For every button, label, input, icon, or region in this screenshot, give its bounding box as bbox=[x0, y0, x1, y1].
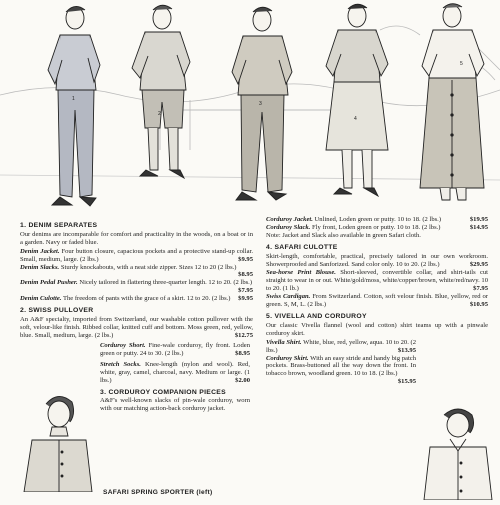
item-desc: Short-sleeved, convertible collar, and shirt-tails cut straight to wear in or out. White/gold/moss, white/copper/brown, white/red/navy. 10 to 20. (1 lb.) bbox=[266, 269, 489, 293]
item-name: Corduroy Slack. bbox=[266, 223, 311, 231]
right-column bbox=[266, 216, 488, 386]
item-price: $7.95 bbox=[238, 287, 253, 295]
item-price: $14.95 bbox=[469, 223, 488, 231]
svg-text:1: 1 bbox=[72, 96, 75, 102]
fashion-illustration bbox=[0, 0, 500, 215]
intro-text: Skirt-length, comfortable, practical, precisely tailored in our own workroom. Showerproofed and Sanforized. Sand color only. 10 to 20. (2 lbs.) bbox=[266, 252, 488, 268]
figure-swiss-pullover bbox=[132, 5, 190, 178]
item-name: Vivella Shirt. bbox=[266, 338, 302, 346]
item-name: Corduroy Jacket. bbox=[266, 216, 313, 223]
item-desc: Fly front, Loden green or putty. 10 to 18. (2 lbs.) bbox=[312, 223, 441, 231]
svg-text:5: 5 bbox=[460, 61, 463, 67]
item-price: $9.95 bbox=[238, 255, 253, 263]
item-corduroy-skirt bbox=[266, 354, 416, 386]
item-corduroy-slack bbox=[266, 224, 488, 232]
item-corduroy-jacket bbox=[266, 216, 488, 224]
thumbnail-sketch-right bbox=[420, 405, 498, 505]
figure-vivella-corduroy bbox=[420, 4, 484, 200]
section-intro: Our classic Vivella flannel (wool and cotton) shirt teams up with a pinwale corduroy skirt. bbox=[266, 321, 488, 337]
item-desc: Unlined, Loden green or putty. 10 to 18. (2 lbs.) bbox=[314, 216, 442, 223]
item-name: Denim Pedal Pusher. bbox=[20, 279, 78, 287]
item-corduroy-short bbox=[100, 342, 250, 358]
left-lower-column bbox=[100, 342, 250, 414]
item-desc: Nicely tailored in flattering three-quarter length. 12 to 20. (2 lbs.) bbox=[79, 279, 253, 287]
section-title-denim-separates: 1. DENIM SEPARATES bbox=[20, 222, 98, 229]
item-desc: From Switzerland. Cotton, soft velour finish. Blue, yellow, red or green. S, M, L. (2 lbs.) bbox=[266, 293, 489, 309]
figure-safari-culotte bbox=[326, 4, 388, 196]
item-denim-culotte bbox=[20, 295, 253, 303]
item-price: $8.95 bbox=[235, 349, 250, 357]
item-price: $8.95 bbox=[238, 271, 253, 279]
section-title-vivella-corduroy: 5. VIVELLA AND CORDUROY bbox=[266, 312, 367, 320]
item-denim-slacks bbox=[20, 263, 253, 279]
woman-portrait-illustration bbox=[18, 392, 98, 492]
item-name: Corduroy Short. bbox=[100, 342, 146, 349]
item-price: $9.95 bbox=[238, 295, 253, 303]
section-intro: Our denims are incomparable for comfort and practicality in the woods, on a boat or in a garden. Navy or faded blue. bbox=[20, 230, 253, 246]
item-desc: White, blue, red, yellow, aqua. 10 to 20. (2 lbs.) bbox=[266, 338, 417, 354]
item-price: $19.95 bbox=[469, 216, 488, 223]
section-title-corduroy-companion: 3. CORDUROY COMPANION PIECES bbox=[100, 388, 226, 396]
section-intro: A&F's well-known slacks of pin-wale corduroy, worn with our matching action-back corduroy jacket. bbox=[100, 397, 250, 413]
item-desc: Knee-length (nylon and wool). Red, white, gray, camel, charcoal, navy. Medium or large. (1 lbs.) bbox=[100, 360, 250, 384]
section-title-safari-culotte: 4. SAFARI CULOTTE bbox=[266, 243, 338, 251]
item-price: $10.95 bbox=[469, 301, 488, 309]
item-price: $13.95 bbox=[397, 346, 416, 354]
left-column bbox=[20, 222, 253, 341]
bottom-caption: SAFARI SPRING SPORTER (left) bbox=[103, 489, 213, 496]
item-name: Sea-horse Print Blouse. bbox=[266, 269, 336, 277]
thumbnail-sketch-left bbox=[18, 392, 98, 497]
item-price: $2.00 bbox=[235, 376, 250, 384]
jacket-slack-note: Note: Jacket and Slack also available in green Safari cloth. bbox=[266, 231, 421, 239]
item-swiss-cardigan bbox=[266, 293, 488, 309]
svg-text:2: 2 bbox=[158, 111, 161, 117]
section-intro bbox=[266, 253, 488, 269]
fashion-figures-drawing bbox=[0, 0, 500, 215]
svg-text:4: 4 bbox=[354, 116, 357, 122]
item-name: Denim Slacks. bbox=[20, 263, 60, 271]
item-price: $7.95 bbox=[473, 285, 488, 293]
item-vivella-shirt bbox=[266, 339, 416, 355]
item-denim-jacket bbox=[20, 248, 253, 264]
section-intro bbox=[20, 316, 253, 340]
intro-text: An A&F specialty, imported from Switzerland, our washable cotton pullover with the soft, velour-like finish. Ribbed collar, knitted cuff and bottom. Moss green, red, yellow, blue. Small, medium, large. (2 lbs.) bbox=[20, 315, 253, 339]
vivella-items bbox=[266, 339, 416, 386]
item-desc: With an easy stride and handy big patch pockets. Brass-buttoned all the way down the front. In tobacco brown, woodland green. 10 to 18. (2 lbs.) bbox=[266, 354, 416, 378]
item-denim-pedal-pusher bbox=[20, 279, 253, 295]
item-name: Stretch Socks. bbox=[100, 360, 141, 368]
item-price: $15.95 bbox=[397, 378, 416, 386]
item-desc: Sturdy knockabouts, with a neat side zipper. Sizes 12 to 20 (2 lbs.) bbox=[60, 263, 237, 271]
svg-text:3: 3 bbox=[259, 101, 262, 107]
item-name: Denim Jacket. bbox=[20, 247, 60, 255]
item-sea-horse-blouse bbox=[266, 269, 488, 293]
figure-corduroy-companion bbox=[232, 7, 292, 200]
item-stretch-socks bbox=[100, 361, 250, 385]
item-price: $29.95 bbox=[469, 260, 488, 268]
item-price: $12.75 bbox=[234, 331, 253, 339]
section-title-swiss-pullover: 2. SWISS PULLOVER bbox=[20, 307, 94, 315]
item-name: Corduroy Skirt. bbox=[266, 354, 309, 362]
item-desc: Fine-wale corduroy, fly front. Loden green or putty. 24 to 30. (2 lbs.) bbox=[100, 342, 251, 357]
item-name: Denim Culotte. bbox=[20, 295, 62, 303]
woman-shirt-illustration bbox=[420, 405, 498, 500]
item-desc: Four button closure, capacious pockets and a protective stand-up collar. Small, medium, large. (2 lbs.) bbox=[20, 247, 253, 263]
item-desc: The freedom of pants with the grace of a skirt. 12 to 20. (2 lbs.) bbox=[62, 295, 231, 303]
item-name: Swiss Cardigan. bbox=[266, 293, 311, 301]
